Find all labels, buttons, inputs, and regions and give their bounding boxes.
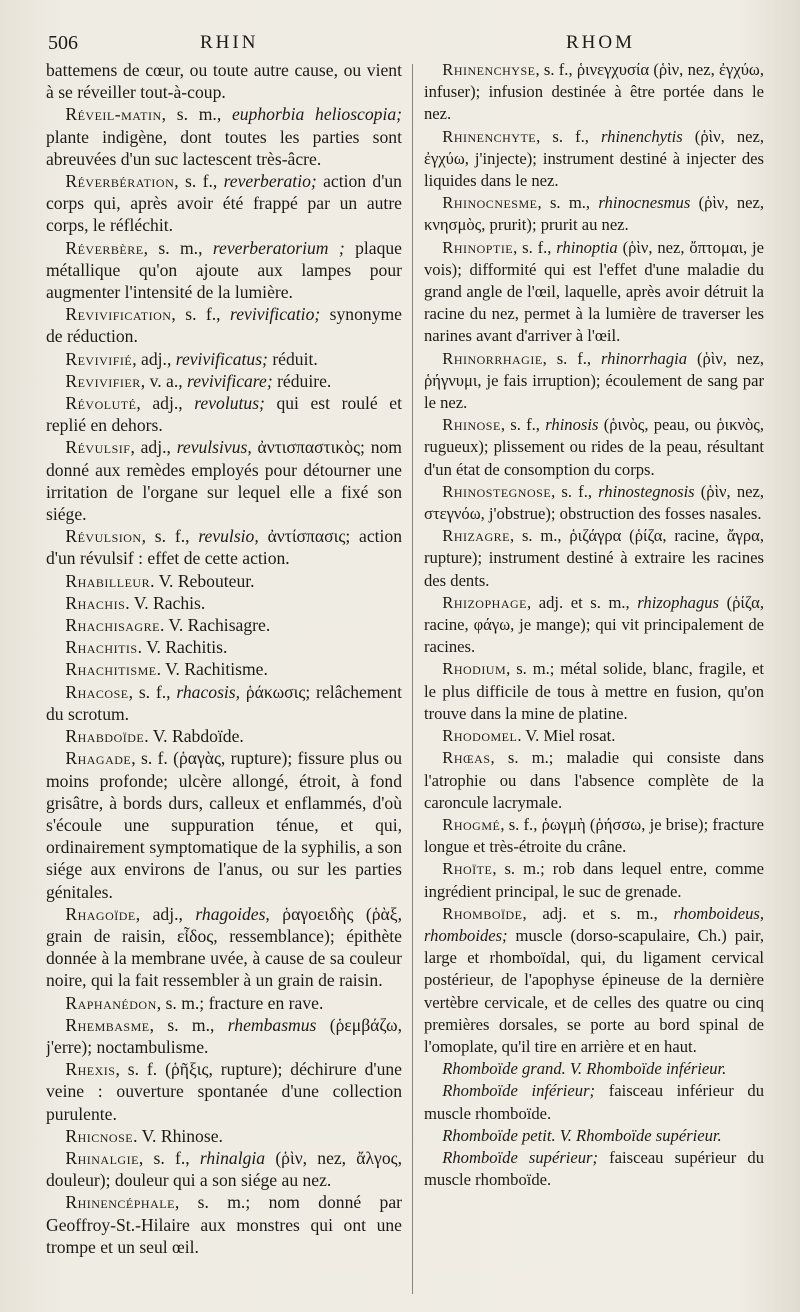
entry-text: , s. f., ῥινεγχυσία (ῥὶν, nez, ἐγχύω, infuser); infusion destinée à être portée dans le nez. bbox=[424, 60, 764, 124]
left-column bbox=[46, 59, 402, 1299]
entry-text: , s. f., bbox=[551, 481, 599, 501]
entry-headword: Rhinorrhagie bbox=[442, 348, 543, 368]
entry-headword: Rhachitis bbox=[65, 637, 138, 658]
entry-headword: Rhembasme bbox=[65, 1014, 150, 1035]
entry-text: , s. m.; rob dans lequel entre, comme ingrédient principal, le suc de grenade. bbox=[424, 859, 764, 901]
entry-text: , s. f., bbox=[542, 348, 601, 368]
entry-text: , s. f., bbox=[138, 1147, 200, 1168]
entry-rest: (ῥὶν, nez, ἐγχύω, j'injecte); instrument destiné à injecter des liquides dans le nez. bbox=[424, 126, 764, 191]
entry-headword: Rhizophage bbox=[442, 592, 527, 612]
entry-italic: euphorbia helioscopia; bbox=[231, 104, 402, 125]
dictionary-entry bbox=[424, 525, 764, 592]
entry-text: , s. m.; maladie qui consiste dans l'atrophie ou dans l'absence complète de la caroncule lacrymale. bbox=[424, 748, 764, 812]
entry-italic: rhizophagus bbox=[637, 592, 720, 612]
entry-text: . V. bbox=[137, 637, 166, 658]
entry-headword: Rhodium bbox=[442, 659, 507, 679]
entry-headword: Rhodomel bbox=[442, 726, 518, 746]
entry-headword: Rhacose bbox=[65, 681, 129, 702]
dictionary-entry bbox=[424, 903, 764, 1058]
entry-headword: Rhagoïde bbox=[65, 903, 136, 924]
entry-headword: Revivifié bbox=[65, 348, 133, 369]
entry-rest: Rachis. bbox=[153, 592, 206, 613]
entry-headword: Rhinenchyse bbox=[442, 60, 536, 79]
entry-rest: (ῥινὸς, peau, ou ῥικνὸς, rugueux); plissement ou rides de la peau, résultant d'un état de consomption du corps. bbox=[424, 415, 764, 479]
entry-text: , v. a., bbox=[140, 370, 188, 391]
entry-headword: Rhinocnesme bbox=[442, 193, 538, 213]
entry-headword: Rhinenchyte bbox=[442, 126, 537, 146]
dictionary-entry bbox=[46, 392, 402, 436]
entry-italic: rhembasmus bbox=[227, 1014, 317, 1035]
entry-headword: Révoluté bbox=[65, 393, 137, 414]
entry-headword: Rhizagre bbox=[442, 526, 510, 546]
entry-rest: Rhinose. bbox=[160, 1125, 223, 1146]
dictionary-entry bbox=[46, 170, 402, 237]
dictionary-entry bbox=[424, 1125, 764, 1147]
entry-text: , s. m., bbox=[161, 104, 232, 125]
entry-italic: revulsivus, bbox=[176, 437, 252, 458]
dictionary-entry bbox=[424, 1080, 764, 1124]
entry-rest: ἀντισπαστικὸς; nom donné aux remèdes employés pour détourner une irritation de l'organe sur lequel elle a fixé son siége. bbox=[46, 437, 402, 525]
dictionary-entry bbox=[424, 126, 764, 193]
entry-rest: Rabdoïde. bbox=[171, 726, 244, 747]
entry-text: , s. f. (ῥαγὰς, rupture); fissure plus ou moins profonde; ulcère allongé, étroit, à fond grisâtre, à bords durs, calleux et enflammés, d'où s'écoule une suppuration ténue, et qui, ordinairement symptomatique de la syphilis, a son siége aux environs de l'anus, ou sur les parties génitales. bbox=[46, 748, 402, 902]
entry-headword: Rhœas bbox=[442, 748, 491, 768]
dictionary-entry bbox=[424, 1058, 764, 1080]
entry-headword: Rhomboïde bbox=[442, 903, 523, 923]
entry-text: battemens de cœur, ou toute autre cause, ou vient à se réveiller tout-à-coup. bbox=[46, 60, 402, 103]
dictionary-entry bbox=[424, 237, 764, 348]
dictionary-entry bbox=[46, 525, 402, 569]
entry-headword: Rhachis bbox=[65, 592, 126, 613]
dictionary-entry bbox=[46, 592, 402, 614]
entry-rest: ῥάκωσις; relâchement du scrotum. bbox=[46, 681, 402, 724]
entry-text: . V. bbox=[517, 726, 544, 746]
dictionary-entry bbox=[424, 658, 764, 725]
dictionary-entry bbox=[46, 1125, 402, 1147]
entry-italic: rhinorrhagia bbox=[600, 348, 688, 368]
entry-text: , s. f., bbox=[141, 526, 199, 547]
entry-headword: Réverbère bbox=[65, 237, 144, 258]
entry-text: , s. m.; nom donné par Geoffroy-St.-Hilaire aux monstres qui ont une trompe et un seul œil. bbox=[46, 1192, 402, 1257]
dictionary-entry bbox=[424, 858, 764, 902]
entry-headword: Rhexis bbox=[65, 1059, 116, 1080]
entry-rest: (ῥίζα, racine, φάγω, je mange); qui vit principalement de racines. bbox=[424, 592, 764, 657]
entry-rest: plaque métallique qu'on ajoute aux lampes pour augmenter l'intensité de la lumière. bbox=[46, 237, 402, 303]
page-header bbox=[0, 32, 800, 60]
dictionary-entry bbox=[46, 237, 402, 304]
entry-italic: rhinoptia bbox=[556, 237, 618, 257]
dictionary-entry bbox=[46, 103, 402, 170]
entry-rest: faisceau supérieur du muscle rhomboïde. bbox=[424, 1147, 764, 1190]
entry-italic: rhinosis bbox=[545, 415, 599, 435]
entry-headword: Rhinencéphale bbox=[65, 1192, 175, 1213]
entry-italic: rhinalgia bbox=[199, 1147, 266, 1168]
entry-italic: Rhomboïde petit. V. Rhomboïde supérieur. bbox=[442, 1125, 722, 1145]
entry-rest: Rachitisme. bbox=[184, 659, 268, 680]
dictionary-entry bbox=[46, 725, 402, 747]
entry-rest: (ῥεμβάζω, j'erre); noctambulisme. bbox=[46, 1014, 402, 1057]
dictionary-entry bbox=[424, 747, 764, 814]
entry-rest: (ῥὶν, nez, ὄπτομαι, je vois); difformité qui est l'effet d'une maladie du grand angle de l'œil, laquelle, après avoir détruit la racine du nez, permet à la lumière de traverser les narines avant d'arriver à l'œil. bbox=[424, 237, 764, 346]
entry-rest: Rachisagre. bbox=[187, 615, 271, 636]
entry-headword: Rhachitisme bbox=[65, 659, 157, 680]
entry-text: , s. f., bbox=[171, 304, 231, 325]
entry-text: , s. f., bbox=[174, 171, 224, 192]
entry-italic: rhagoides, bbox=[195, 903, 270, 924]
entry-text: , adj. et s. m., bbox=[526, 592, 638, 612]
entry-headword: Révulsion bbox=[65, 526, 142, 547]
entry-text: , s. m., bbox=[537, 193, 599, 213]
entry-text: , adj., bbox=[132, 348, 176, 369]
entry-text: , adj., bbox=[136, 393, 195, 414]
entry-text: , adj., bbox=[130, 437, 177, 458]
entry-headword: Rhinoptie bbox=[442, 237, 514, 257]
dictionary-entry bbox=[424, 814, 764, 858]
dictionary-entry bbox=[46, 681, 402, 725]
entry-text: , s. f., bbox=[513, 237, 557, 257]
entry-text: , adj. et s. m., bbox=[522, 903, 674, 923]
entry-italic: rhinenchytis bbox=[600, 126, 683, 146]
entry-rest: (ῥὶν, nez, στεγνόω, j'obstrue); obstruction des fosses nasales. bbox=[424, 481, 764, 524]
entry-italic: revivificatio; bbox=[230, 304, 321, 325]
entry-text: . V. bbox=[133, 1125, 161, 1146]
entry-italic: revivificare; bbox=[187, 370, 273, 391]
dictionary-entry bbox=[46, 903, 402, 992]
dictionary-entry bbox=[46, 348, 402, 370]
entry-rest: Rebouteur. bbox=[177, 570, 255, 591]
column-divider bbox=[412, 64, 413, 1294]
entry-text: , s. m., bbox=[143, 237, 213, 258]
entry-text: , s. f., bbox=[536, 126, 601, 146]
entry-headword: Rhicnose bbox=[65, 1125, 134, 1146]
dictionary-entry bbox=[46, 59, 402, 103]
page-number: 506 bbox=[48, 32, 78, 54]
entry-italic: rhinocnesmus bbox=[598, 193, 691, 213]
entry-rest: réduire. bbox=[272, 370, 332, 391]
entry-rest: Miel rosat. bbox=[543, 726, 616, 746]
entry-headword: Rhagade bbox=[65, 748, 132, 769]
dictionary-entry bbox=[424, 348, 764, 415]
entry-rest: (ῥὶν, nez, ἄλγος, douleur); douleur qui a son siége au nez. bbox=[46, 1147, 402, 1191]
entry-text: , s. f., bbox=[500, 415, 546, 435]
running-head-right: RHOM bbox=[566, 32, 636, 53]
dictionary-entry bbox=[46, 370, 402, 392]
entry-text: . V. bbox=[159, 615, 188, 636]
entry-italic: rhinostegnosis bbox=[598, 481, 695, 501]
entry-rest: muscle (dorso-scapulaire, Ch.) pair, large et rhomboïdal, qui, du ligament cervical postérieur, de l'apophyse épineuse de la dernière vertèbre cervicale, et de celles des quatre ou cinq premières dorsales, se porte au bord spinal de l'omoplate, qu'il tire en arrière et en haut. bbox=[424, 925, 764, 1056]
entry-rest: plante indigène, dont toutes les parties sont abreuvées d'un suc lactescent très-âcre. bbox=[46, 126, 402, 169]
entry-headword: Rhinose bbox=[442, 415, 501, 435]
dictionary-entry bbox=[424, 1147, 764, 1191]
entry-rest: action d'un corps qui, après avoir été frappé par un autre corps, le réfléchit. bbox=[46, 171, 402, 236]
entry-text: . V. bbox=[125, 592, 153, 613]
entry-rest: Rachitis. bbox=[165, 637, 228, 658]
dictionary-entry bbox=[46, 1147, 402, 1191]
entry-text: , s. f. (ῥῆξις, rupture); déchirure d'une veine : ouverture spontanée d'une collection purulente. bbox=[46, 1059, 402, 1124]
entry-text: , s. m.; métal solide, blanc, fragile, et le plus difficile de tous à mettre en fusion, qu'on trouve dans la mine de platine. bbox=[424, 659, 764, 723]
entry-text: , s. f., ῥωγμὴ (ῥήσσω, je brise); fracture longue et très-étroite du crâne. bbox=[424, 814, 764, 857]
entry-rest: synonyme de réduction. bbox=[46, 304, 402, 347]
dictionary-entry bbox=[46, 614, 402, 636]
entry-italic: revolutus; bbox=[194, 393, 265, 414]
entry-text: , s. m., bbox=[149, 1014, 228, 1035]
running-head-left: RHIN bbox=[200, 32, 259, 53]
entry-text: , s. f., bbox=[128, 681, 177, 702]
entry-italic: Rhomboïde supérieur; bbox=[442, 1147, 599, 1167]
right-column bbox=[424, 59, 764, 1299]
entry-headword: Rhogmé bbox=[442, 814, 501, 834]
entry-headword: Rhabilleur bbox=[65, 570, 151, 591]
dictionary-entry bbox=[46, 636, 402, 658]
entry-headword: Revivifier bbox=[65, 370, 141, 391]
dictionary-entry bbox=[46, 1058, 402, 1125]
entry-headword: Rhinostegnose bbox=[442, 481, 552, 501]
entry-text: . V. bbox=[150, 570, 178, 591]
entry-italic: Rhomboïde grand. V. Rhomboïde inférieur. bbox=[442, 1059, 727, 1079]
entry-italic: reverberatorium ; bbox=[212, 237, 345, 258]
dictionary-entry bbox=[424, 592, 764, 659]
entry-rest: qui est roulé et replié en dehors. bbox=[46, 393, 402, 436]
entry-headword: Réverbération bbox=[65, 171, 175, 192]
entry-italic: reverberatio; bbox=[223, 171, 317, 192]
entry-headword: Révulsif bbox=[65, 437, 131, 458]
dictionary-entry bbox=[46, 436, 402, 525]
entry-headword: Rhoïte bbox=[442, 859, 493, 879]
entry-headword: Raphanédon bbox=[65, 992, 157, 1013]
entry-headword: Rhabdoïde bbox=[65, 726, 145, 747]
entry-rest: réduit. bbox=[267, 348, 318, 369]
entry-italic: rhacosis, bbox=[176, 681, 241, 702]
entry-headword: Rhinalgie bbox=[65, 1147, 139, 1168]
dictionary-entry bbox=[46, 570, 402, 592]
entry-italic: Rhomboïde inférieur; bbox=[442, 1081, 596, 1101]
entry-rest: ἀντίσπασις; action d'un révulsif : effet de cette action. bbox=[46, 526, 402, 569]
entry-text: , adj., bbox=[135, 903, 196, 924]
entry-italic: revulsio, bbox=[198, 526, 259, 547]
entry-rest: (ῥὶν, nez, ῥήγνυμι, je fais irruption); écoulement de sang par le nez. bbox=[424, 348, 764, 413]
dictionary-entry bbox=[424, 192, 764, 236]
entry-headword: Rhachisagre bbox=[65, 615, 160, 636]
dictionary-entry bbox=[46, 747, 402, 902]
entry-headword: Réveil-matin bbox=[65, 104, 162, 125]
dictionary-entry bbox=[46, 1191, 402, 1258]
dictionary-entry bbox=[424, 59, 764, 126]
entry-text: , s. m., ῥιζάγρα (ῥίζα, racine, ἄγρα, rupture); instrument destiné à extraire les racines des dents. bbox=[424, 526, 764, 590]
dictionary-entry bbox=[46, 303, 402, 347]
entry-rest: (ῥὶν, nez, κνησμὸς, prurit); prurit au nez. bbox=[424, 193, 764, 235]
entry-headword: Revivification bbox=[65, 304, 172, 325]
entry-rest: ῥαγοειδὴς (ῥὰξ, grain de raisin, εἶδος, ressemblance); épithète donnée à la membrane uvée, à cause de sa couleur noire, qui la fait ressembler à un grain de raisin. bbox=[46, 903, 402, 991]
dictionary-entry bbox=[424, 725, 764, 747]
dictionary-entry bbox=[46, 658, 402, 680]
entry-rest: faisceau inférieur du muscle rhomboïde. bbox=[424, 1081, 764, 1123]
dictionary-entry bbox=[424, 414, 764, 481]
entry-italic: rhomboideus, rhomboides; bbox=[424, 903, 764, 945]
dictionary-entry bbox=[46, 992, 402, 1014]
entry-text: , s. m.; fracture en rave. bbox=[156, 992, 324, 1013]
dictionary-entry bbox=[424, 481, 764, 525]
dictionary-entry bbox=[46, 1014, 402, 1058]
entry-text: . V. bbox=[156, 659, 185, 680]
entry-text: . V. bbox=[144, 726, 172, 747]
entry-italic: revivificatus; bbox=[175, 348, 268, 369]
